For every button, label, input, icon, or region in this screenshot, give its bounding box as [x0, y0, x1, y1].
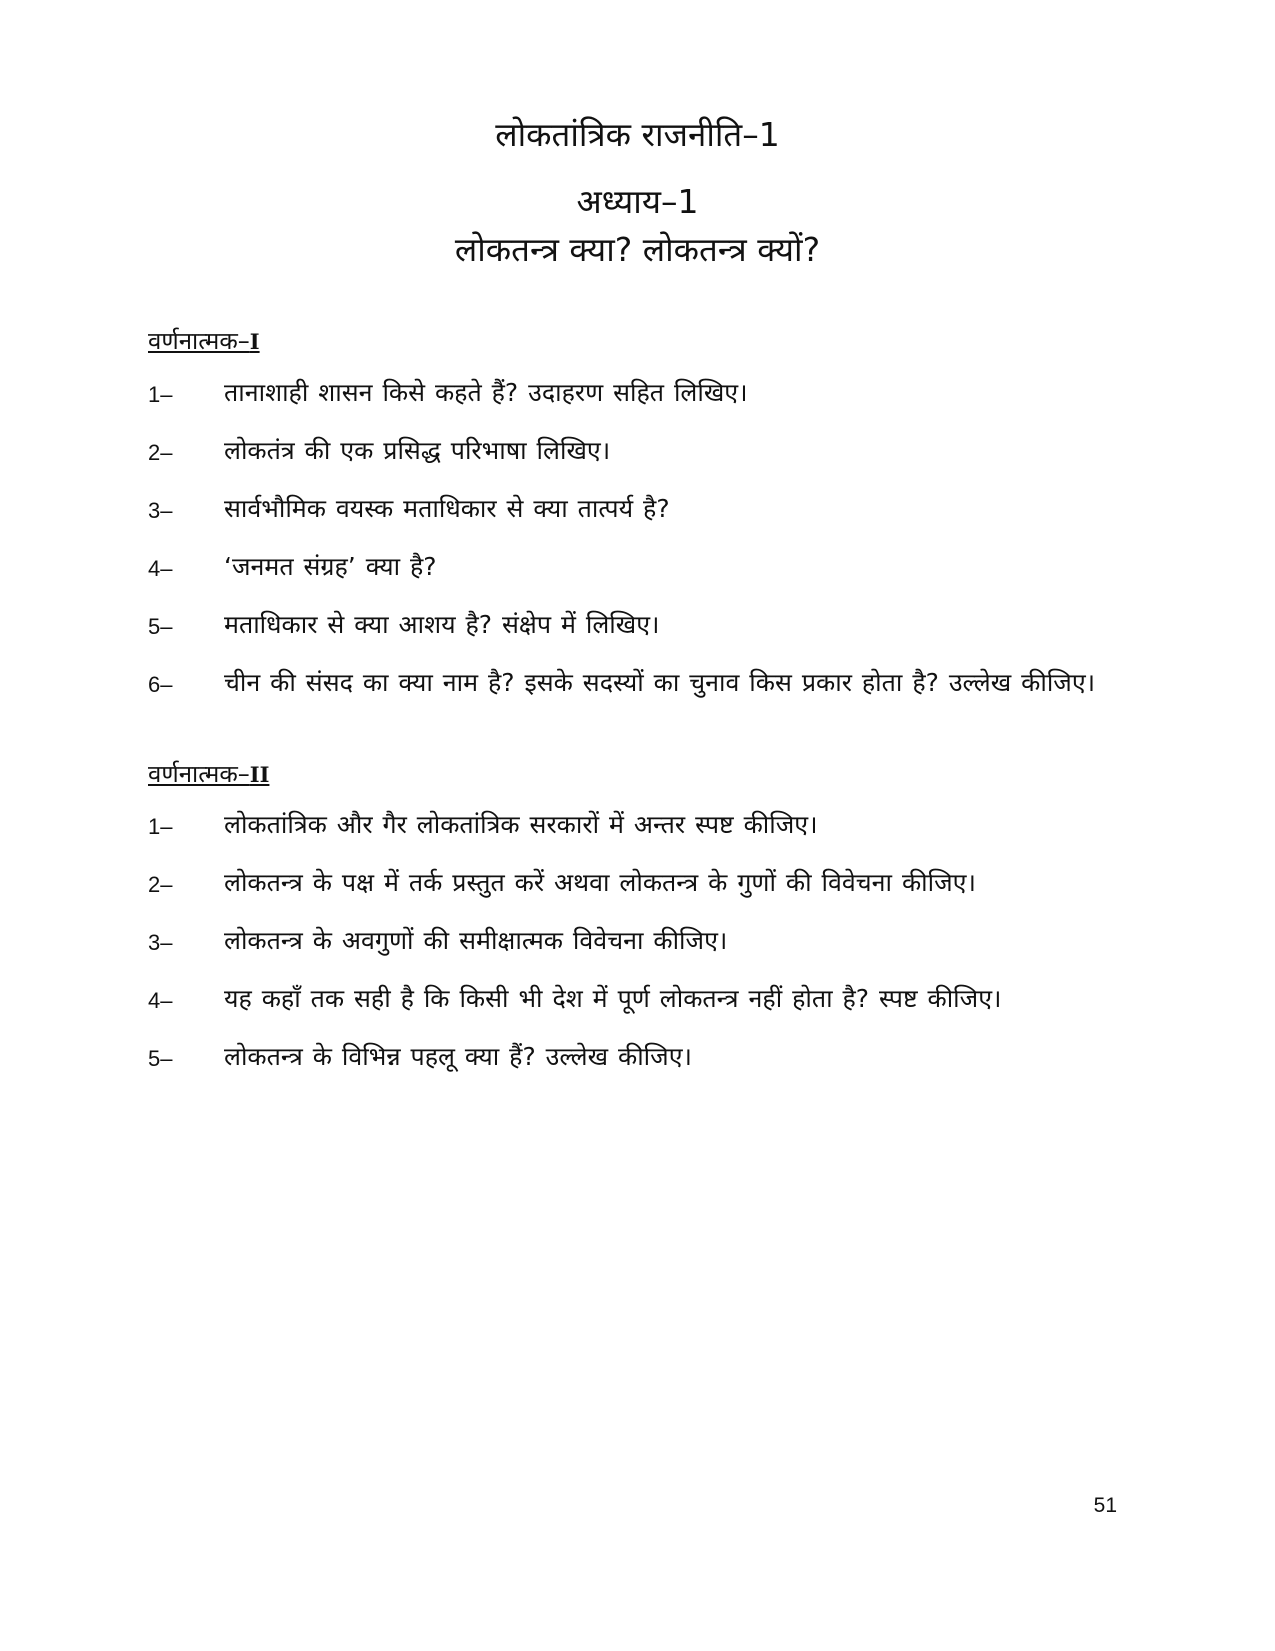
question-text: लोकतन्त्र के विभिन्न पहलू क्या हैं? उल्लेख कीजिए। [224, 1042, 692, 1071]
question-number: 4– [148, 988, 173, 1013]
question-item [148, 866, 1118, 900]
question-number: 1– [148, 814, 173, 839]
section-heading-label: वर्णनात्मक– [148, 327, 250, 355]
page-number: 51 [1093, 1494, 1117, 1517]
question-item [148, 608, 1118, 642]
question-number: 5– [148, 614, 173, 639]
question-number: 5– [148, 1046, 173, 1071]
question-text: मताधिकार से क्या आशय है? संक्षेप में लिखिए। [224, 610, 660, 639]
question-number: 1– [148, 382, 173, 407]
question-item [148, 550, 1118, 584]
question-number: 3– [148, 930, 173, 955]
chapter-title: लोकतन्त्र क्या? लोकतन्त्र क्यों? [454, 230, 821, 269]
question-text: लोकतन्त्र के अवगुणों की समीक्षात्मक विवेचना कीजिए। [224, 926, 728, 955]
question-item [148, 1040, 1118, 1074]
section-heading-label: वर्णनात्मक– [148, 760, 250, 788]
question-number: 4– [148, 556, 173, 581]
question-text: सार्वभौमिक वयस्क मताधिकार से क्या तात्पर्य है? [224, 494, 670, 523]
question-text: लोकतांत्रिक और गैर लोकतांत्रिक सरकारों में अन्तर स्पष्ट कीजिए। [224, 810, 818, 839]
question-text: ‘जनमत संग्रह’ क्या है? [224, 552, 437, 581]
question-item [148, 808, 1118, 842]
question-number: 2– [148, 440, 173, 465]
section-heading-descriptive-1 [148, 326, 260, 357]
question-item [148, 492, 1118, 526]
question-item [148, 982, 1118, 1016]
section-heading-descriptive-2 [148, 759, 269, 790]
question-number: 3– [148, 498, 173, 523]
question-item [148, 666, 1118, 700]
question-text: लोकतंत्र की एक प्रसिद्ध परिभाषा लिखिए। [224, 436, 611, 465]
question-text: तानाशाही शासन किसे कहते हैं? उदाहरण सहित लिखिए। [224, 378, 748, 407]
question-item [148, 434, 1118, 468]
question-text: चीन की संसद का क्या नाम है? इसके सदस्यों का चुनाव किस प्रकार होता है? उल्लेख कीजिए। [224, 668, 1096, 697]
question-text: लोकतन्त्र के पक्ष में तर्क प्रस्तुत करें अथवा लोकतन्त्र के गुणों की विवेचना कीजिए। [224, 868, 976, 897]
document-title: लोकतांत्रिक राजनीति–1 [495, 115, 780, 154]
section-heading-roman: II [249, 762, 270, 787]
question-number: 2– [148, 872, 173, 897]
question-number: 6– [148, 672, 173, 697]
question-text: यह कहाँ तक सही है कि किसी भी देश में पूर्ण लोकतन्त्र नहीं होता है? स्पष्ट कीजिए। [224, 984, 1002, 1013]
question-list-section-2 [148, 808, 1118, 1098]
question-item [148, 924, 1118, 958]
section-heading-roman: I [249, 329, 260, 354]
question-list-section-1 [148, 376, 1118, 724]
chapter-number: अध्याय–1 [576, 182, 699, 221]
question-item [148, 376, 1118, 410]
